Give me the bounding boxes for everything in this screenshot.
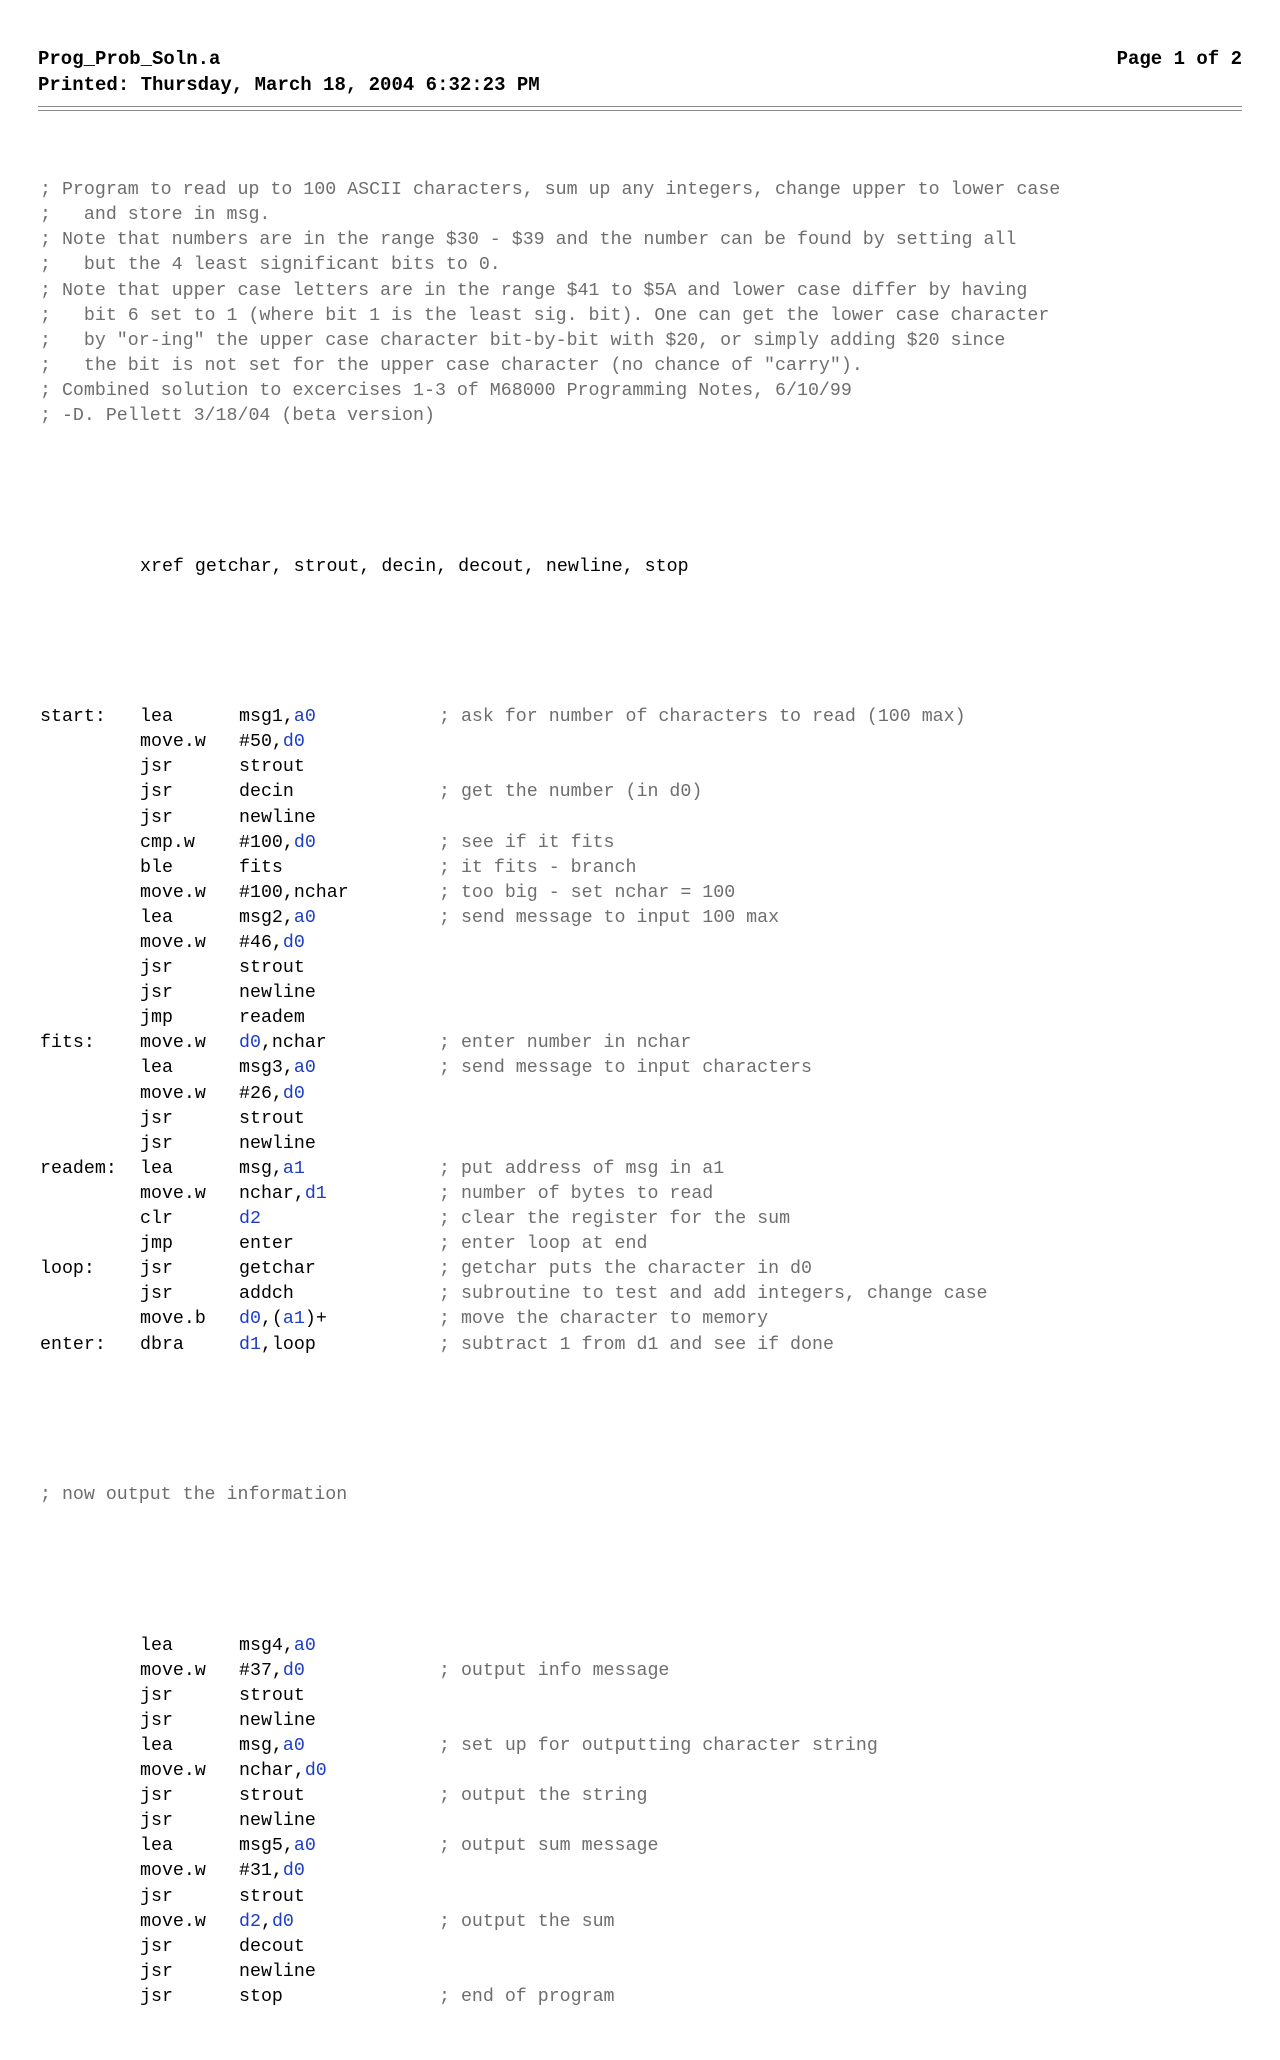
code-label bbox=[40, 906, 140, 931]
operand-text: #100, bbox=[239, 832, 294, 853]
instruction-mnemonic: move.w bbox=[140, 933, 206, 953]
inline-comment: ; ask for number of characters to read (100 max) bbox=[439, 707, 966, 728]
comment-text: ; -D. Pellett 3/18/04 (beta version) bbox=[40, 406, 435, 427]
code-line bbox=[40, 1207, 1250, 1232]
code-line bbox=[40, 1307, 1250, 1332]
operand-text: enter bbox=[239, 1234, 294, 1255]
code-label bbox=[40, 1985, 140, 2010]
operand-register: d2 bbox=[239, 1911, 261, 1932]
operand-text: fits bbox=[239, 857, 283, 878]
code-line bbox=[40, 1257, 1250, 1282]
operand-text: #37, bbox=[239, 1660, 283, 1681]
instruction-operands bbox=[239, 1809, 439, 1834]
operand-text: #50, bbox=[239, 732, 283, 753]
comment-text: ; Note that numbers are in the range $30 - $39 and the number can be found by setting all bbox=[40, 230, 1017, 251]
operand-register: d1 bbox=[304, 1183, 327, 1204]
operand-text: newline bbox=[239, 807, 316, 828]
operand-register: d0 bbox=[282, 1083, 305, 1104]
section-comment: ; now output the information bbox=[40, 1485, 348, 1506]
comment-line bbox=[40, 404, 1250, 429]
code-label: start: bbox=[40, 707, 106, 728]
code-label bbox=[40, 1910, 140, 1935]
operand-text: ,nchar bbox=[260, 1033, 327, 1054]
instruction-mnemonic: jsr bbox=[140, 1886, 173, 1907]
instruction-mnemonic: jsr bbox=[140, 1961, 173, 1982]
code-label bbox=[40, 1960, 140, 1985]
operand-text: #46, bbox=[239, 933, 283, 953]
inline-comment: ; send message to input 100 max bbox=[439, 907, 780, 928]
comment-text: ; and store in msg. bbox=[40, 205, 271, 226]
code-label bbox=[40, 755, 140, 780]
instruction-operands bbox=[239, 1107, 439, 1132]
instruction-mnemonic: move.w bbox=[140, 1033, 206, 1054]
instruction-operands bbox=[239, 906, 439, 931]
instruction-mnemonic: clr bbox=[140, 1209, 173, 1230]
inline-comment: ; output the sum bbox=[439, 1911, 615, 1932]
code-line bbox=[40, 1935, 1250, 1960]
comment-text: ; the bit is not set for the upper case character (no chance of "carry"). bbox=[40, 355, 863, 376]
operand-text: msg, bbox=[239, 1736, 283, 1756]
code-line bbox=[40, 1006, 1250, 1031]
comment-text: ; Combined solution to excercises 1-3 of M68000 Programming Notes, 6/10/99 bbox=[40, 380, 852, 401]
intro-comment-block bbox=[40, 178, 1250, 429]
code-label bbox=[40, 981, 140, 1006]
code-line bbox=[40, 981, 1250, 1006]
operand-register: d0 bbox=[239, 1033, 261, 1054]
inline-comment: ; send message to input characters bbox=[439, 1058, 812, 1079]
instruction-operands bbox=[239, 1031, 439, 1056]
instruction-operands bbox=[239, 1985, 439, 2010]
source-listing bbox=[40, 128, 1250, 2060]
inline-comment: ; enter loop at end bbox=[439, 1234, 648, 1255]
instruction-operands bbox=[239, 831, 439, 856]
operand-register: d0 bbox=[282, 1660, 305, 1681]
code-label bbox=[40, 1809, 140, 1834]
code-block-input bbox=[40, 705, 1250, 1357]
operand-text: ,( bbox=[260, 1309, 283, 1330]
comment-line bbox=[40, 354, 1250, 379]
operand-text: msg, bbox=[239, 1158, 283, 1179]
code-label: loop: bbox=[40, 1259, 95, 1280]
instruction-operands bbox=[239, 1659, 439, 1684]
instruction-operands bbox=[239, 1885, 439, 1910]
operand-text: getchar bbox=[239, 1259, 316, 1280]
instruction-operands bbox=[239, 1759, 439, 1784]
operand-register: a0 bbox=[293, 707, 316, 728]
instruction-mnemonic: jsr bbox=[140, 983, 173, 1004]
comment-line bbox=[40, 203, 1250, 228]
code-line bbox=[40, 705, 1250, 730]
operand-text: newline bbox=[239, 1961, 316, 1982]
operand-register: d0 bbox=[239, 1309, 261, 1330]
code-line bbox=[40, 1684, 1250, 1709]
code-line bbox=[40, 1282, 1250, 1307]
section-comment-line bbox=[40, 1483, 1250, 1508]
instruction-operands bbox=[239, 1082, 439, 1107]
comment-line bbox=[40, 329, 1250, 354]
code-line bbox=[40, 1759, 1250, 1784]
instruction-operands bbox=[239, 1910, 439, 1935]
code-line bbox=[40, 1834, 1250, 1859]
instruction-operands bbox=[239, 1859, 439, 1884]
instruction-mnemonic: jsr bbox=[140, 1986, 173, 2007]
code-line bbox=[40, 755, 1250, 780]
instruction-operands bbox=[239, 806, 439, 831]
instruction-operands bbox=[239, 1182, 439, 1207]
header-divider-bottom bbox=[38, 110, 1242, 111]
code-line bbox=[40, 1082, 1250, 1107]
instruction-operands bbox=[239, 931, 439, 956]
code-label bbox=[40, 1935, 140, 1960]
instruction-operands bbox=[239, 1634, 439, 1659]
inline-comment: ; output info message bbox=[439, 1660, 670, 1681]
operand-register: d0 bbox=[282, 933, 305, 953]
operand-register: d2 bbox=[239, 1209, 261, 1230]
code-line bbox=[40, 806, 1250, 831]
operand-text: msg2, bbox=[239, 907, 294, 928]
instruction-operands bbox=[239, 780, 439, 805]
operand-text: newline bbox=[239, 1133, 316, 1154]
code-label bbox=[40, 1056, 140, 1081]
operand-register: a0 bbox=[293, 907, 316, 928]
instruction-mnemonic: lea bbox=[140, 907, 173, 928]
operand-text: msg3, bbox=[239, 1058, 294, 1079]
code-label bbox=[40, 1709, 140, 1734]
operand-text: newline bbox=[239, 1710, 316, 1731]
code-label bbox=[40, 1207, 140, 1232]
operand-register: a1 bbox=[282, 1309, 305, 1330]
operand-text: nchar, bbox=[239, 1183, 305, 1204]
code-line bbox=[40, 856, 1250, 881]
code-line bbox=[40, 730, 1250, 755]
xref-spacer bbox=[184, 555, 195, 580]
code-label bbox=[40, 1784, 140, 1809]
inline-comment: ; clear the register for the sum bbox=[439, 1209, 791, 1230]
inline-comment: ; see if it fits bbox=[439, 832, 615, 853]
code-line bbox=[40, 1031, 1250, 1056]
comment-text: ; but the 4 least significant bits to 0. bbox=[40, 255, 501, 276]
code-label: fits: bbox=[40, 1033, 95, 1054]
instruction-operands bbox=[239, 881, 439, 906]
instruction-mnemonic: move.w bbox=[140, 882, 206, 903]
instruction-mnemonic: lea bbox=[140, 707, 173, 728]
instruction-operands bbox=[239, 956, 439, 981]
instruction-mnemonic: jsr bbox=[140, 782, 173, 803]
header-bottom-row bbox=[38, 72, 1242, 98]
operand-register: d0 bbox=[293, 832, 316, 853]
code-label bbox=[40, 1684, 140, 1709]
operand-text: readem bbox=[239, 1008, 305, 1029]
instruction-mnemonic: lea bbox=[140, 1736, 173, 1756]
xref-directive: xref bbox=[140, 556, 184, 577]
operand-register: d0 bbox=[271, 1911, 294, 1932]
code-line bbox=[40, 1132, 1250, 1157]
operand-register: a1 bbox=[282, 1158, 305, 1179]
instruction-mnemonic: jmp bbox=[140, 1234, 173, 1255]
inline-comment: ; subtract 1 from d1 and see if done bbox=[439, 1334, 834, 1355]
instruction-operands bbox=[239, 1784, 439, 1809]
code-line bbox=[40, 1709, 1250, 1734]
code-label bbox=[40, 1659, 140, 1684]
code-label bbox=[40, 1734, 140, 1759]
operand-register: a0 bbox=[282, 1736, 305, 1756]
code-line bbox=[40, 1634, 1250, 1659]
comment-text: ; Program to read up to 100 ASCII characters, sum up any integers, change upper to lower case bbox=[40, 180, 1061, 201]
instruction-mnemonic: move.w bbox=[140, 1660, 206, 1681]
header-divider-top bbox=[38, 106, 1242, 107]
operand-text: msg5, bbox=[239, 1836, 294, 1857]
code-label bbox=[40, 856, 140, 881]
comment-line bbox=[40, 178, 1250, 203]
code-line bbox=[40, 1985, 1250, 2010]
blank-line bbox=[40, 1408, 1250, 1433]
comment-line bbox=[40, 279, 1250, 304]
instruction-mnemonic: jsr bbox=[140, 807, 173, 828]
comment-text: ; Note that upper case letters are in the range $41 to $5A and lower case differ by having bbox=[40, 280, 1028, 301]
code-line bbox=[40, 881, 1250, 906]
instruction-operands bbox=[239, 1207, 439, 1232]
code-label bbox=[40, 956, 140, 981]
code-line bbox=[40, 1232, 1250, 1257]
instruction-mnemonic: cmp.w bbox=[140, 832, 195, 853]
code-line bbox=[40, 1734, 1250, 1759]
page-number: Page 1 of 2 bbox=[1116, 48, 1242, 70]
operand-register: a0 bbox=[293, 1058, 316, 1079]
instruction-mnemonic: lea bbox=[140, 1836, 173, 1857]
instruction-mnemonic: jmp bbox=[140, 1008, 173, 1029]
operand-text: nchar, bbox=[239, 1761, 305, 1782]
code-line bbox=[40, 1859, 1250, 1884]
code-line bbox=[40, 906, 1250, 931]
instruction-mnemonic: jsr bbox=[140, 1259, 173, 1280]
operand-text: strout bbox=[239, 1108, 305, 1129]
instruction-mnemonic: move.b bbox=[140, 1309, 206, 1330]
operand-text: , bbox=[260, 1911, 272, 1932]
inline-comment: ; put address of msg in a1 bbox=[439, 1158, 725, 1179]
operand-text: strout bbox=[239, 1685, 305, 1706]
instruction-operands bbox=[239, 1257, 439, 1282]
operand-text: #26, bbox=[239, 1083, 283, 1104]
instruction-operands bbox=[239, 1132, 439, 1157]
instruction-operands bbox=[239, 981, 439, 1006]
code-label bbox=[40, 1885, 140, 1910]
instruction-mnemonic: jsr bbox=[140, 1685, 173, 1706]
instruction-mnemonic: move.w bbox=[140, 1183, 206, 1204]
operand-text: #100,nchar bbox=[239, 882, 349, 903]
instruction-mnemonic: jsr bbox=[140, 1710, 173, 1731]
instruction-operands bbox=[239, 1834, 439, 1859]
comment-text: ; bit 6 set to 1 (where bit 1 is the least sig. bit). One can get the lower case character bbox=[40, 305, 1050, 326]
instruction-operands bbox=[239, 1684, 439, 1709]
operand-text: ,loop bbox=[260, 1334, 316, 1355]
instruction-operands bbox=[239, 1056, 439, 1081]
operand-text: addch bbox=[239, 1284, 294, 1305]
inline-comment: ; end of program bbox=[439, 1986, 615, 2007]
code-label bbox=[40, 1232, 140, 1257]
instruction-mnemonic: jsr bbox=[140, 1284, 173, 1305]
code-label bbox=[40, 931, 140, 956]
code-line bbox=[40, 1784, 1250, 1809]
instruction-operands bbox=[239, 1006, 439, 1031]
instruction-operands bbox=[239, 1709, 439, 1734]
code-line bbox=[40, 1182, 1250, 1207]
inline-comment: ; get the number (in d0) bbox=[439, 782, 703, 803]
instruction-mnemonic: jsr bbox=[140, 1108, 173, 1129]
instruction-operands bbox=[239, 730, 439, 755]
operand-text: decout bbox=[239, 1936, 305, 1957]
code-line bbox=[40, 1960, 1250, 1985]
instruction-mnemonic: lea bbox=[140, 1158, 173, 1179]
code-line bbox=[40, 956, 1250, 981]
code-label bbox=[40, 1759, 140, 1784]
xref-symbols: getchar, strout, decin, decout, newline, stop bbox=[194, 556, 689, 577]
instruction-mnemonic: jsr bbox=[140, 1786, 173, 1807]
code-label bbox=[40, 555, 140, 580]
code-label bbox=[40, 1132, 140, 1157]
instruction-mnemonic: move.w bbox=[140, 732, 206, 753]
instruction-operands bbox=[239, 1157, 439, 1182]
comment-text: ; by "or-ing" the upper case character bit-by-bit with $20, or simply adding $20 since bbox=[40, 330, 1006, 351]
comment-line bbox=[40, 253, 1250, 278]
print-header bbox=[38, 46, 1242, 98]
instruction-mnemonic: jsr bbox=[140, 1133, 173, 1154]
comment-line bbox=[40, 228, 1250, 253]
inline-comment: ; number of bytes to read bbox=[439, 1183, 714, 1204]
operand-text: newline bbox=[239, 1811, 316, 1832]
inline-comment: ; output sum message bbox=[439, 1836, 659, 1857]
operand-register: d0 bbox=[282, 732, 305, 753]
operand-text: strout bbox=[239, 1886, 305, 1907]
instruction-mnemonic: jsr bbox=[140, 1936, 173, 1957]
code-label bbox=[40, 1307, 140, 1332]
blank-line bbox=[40, 1558, 1250, 1583]
code-line bbox=[40, 831, 1250, 856]
inline-comment: ; move the character to memory bbox=[439, 1309, 769, 1330]
instruction-mnemonic: lea bbox=[140, 1635, 173, 1656]
code-line bbox=[40, 1157, 1250, 1182]
instruction-mnemonic: move.w bbox=[140, 1761, 206, 1782]
operand-register: d0 bbox=[282, 1861, 305, 1882]
code-line bbox=[40, 780, 1250, 805]
code-label bbox=[40, 831, 140, 856]
instruction-mnemonic: jsr bbox=[140, 958, 173, 979]
operand-register: d1 bbox=[239, 1334, 261, 1355]
code-line bbox=[40, 1659, 1250, 1684]
instruction-mnemonic: jsr bbox=[140, 757, 173, 778]
instruction-mnemonic: move.w bbox=[140, 1911, 206, 1932]
instruction-mnemonic: move.w bbox=[140, 1861, 206, 1882]
operand-text: msg4, bbox=[239, 1635, 294, 1656]
inline-comment: ; it fits - branch bbox=[439, 857, 637, 878]
instruction-mnemonic: jsr bbox=[140, 1811, 173, 1832]
code-line bbox=[40, 1910, 1250, 1935]
instruction-mnemonic: dbra bbox=[140, 1334, 184, 1355]
header-top-row bbox=[38, 46, 1242, 72]
operand-text: strout bbox=[239, 1786, 305, 1807]
instruction-mnemonic: move.w bbox=[140, 1083, 206, 1104]
instruction-operands bbox=[239, 1935, 439, 1960]
printed-date: Printed: Thursday, March 18, 2004 6:32:23 PM bbox=[38, 74, 540, 96]
comment-line bbox=[40, 379, 1250, 404]
blank-line bbox=[40, 479, 1250, 504]
operand-text: strout bbox=[239, 958, 305, 979]
code-label bbox=[40, 1282, 140, 1307]
code-label: readem: bbox=[40, 1158, 117, 1179]
code-line bbox=[40, 1107, 1250, 1132]
code-label bbox=[40, 881, 140, 906]
instruction-operands bbox=[239, 1307, 439, 1332]
code-label bbox=[40, 1859, 140, 1884]
instruction-operands bbox=[239, 1734, 439, 1759]
operand-text: stop bbox=[239, 1986, 283, 2007]
code-line bbox=[40, 931, 1250, 956]
operand-text: msg1, bbox=[239, 707, 294, 728]
inline-comment: ; getchar puts the character in d0 bbox=[439, 1259, 812, 1280]
instruction-mnemonic: ble bbox=[140, 857, 173, 878]
inline-comment: ; enter number in nchar bbox=[439, 1033, 692, 1054]
code-label bbox=[40, 1082, 140, 1107]
code-line bbox=[40, 1885, 1250, 1910]
code-label bbox=[40, 806, 140, 831]
operand-register: a0 bbox=[293, 1836, 316, 1857]
instruction-mnemonic: lea bbox=[140, 1058, 173, 1079]
code-line bbox=[40, 1056, 1250, 1081]
operand-text: #31, bbox=[239, 1861, 283, 1882]
code-label bbox=[40, 730, 140, 755]
inline-comment: ; output the string bbox=[439, 1786, 648, 1807]
xref-line bbox=[40, 555, 1250, 580]
operand-text: newline bbox=[239, 983, 316, 1004]
operand-register: d0 bbox=[304, 1761, 327, 1782]
instruction-operands bbox=[239, 755, 439, 780]
code-label: enter: bbox=[40, 1334, 106, 1355]
instruction-operands bbox=[239, 1282, 439, 1307]
instruction-operands bbox=[239, 856, 439, 881]
comment-line bbox=[40, 304, 1250, 329]
code-label bbox=[40, 1834, 140, 1859]
inline-comment: ; subroutine to test and add integers, change case bbox=[439, 1284, 988, 1305]
instruction-operands bbox=[239, 1960, 439, 1985]
code-label bbox=[40, 1634, 140, 1659]
operand-text: decin bbox=[239, 782, 294, 803]
file-name: Prog_Prob_Soln.a bbox=[38, 48, 221, 70]
instruction-operands bbox=[239, 1333, 439, 1358]
code-label bbox=[40, 1006, 140, 1031]
operand-text: strout bbox=[239, 757, 305, 778]
blank-line bbox=[40, 630, 1250, 655]
code-label bbox=[40, 1182, 140, 1207]
inline-comment: ; set up for outputting character string bbox=[439, 1736, 878, 1756]
code-label bbox=[40, 1107, 140, 1132]
instruction-operands bbox=[239, 1232, 439, 1257]
inline-comment: ; too big - set nchar = 100 bbox=[439, 882, 736, 903]
code-label bbox=[40, 780, 140, 805]
code-block-output bbox=[40, 1634, 1250, 2010]
operand-register: a0 bbox=[293, 1635, 316, 1656]
code-line bbox=[40, 1809, 1250, 1834]
operand-text: )+ bbox=[304, 1309, 327, 1330]
instruction-operands bbox=[239, 705, 439, 730]
code-line bbox=[40, 1333, 1250, 1358]
